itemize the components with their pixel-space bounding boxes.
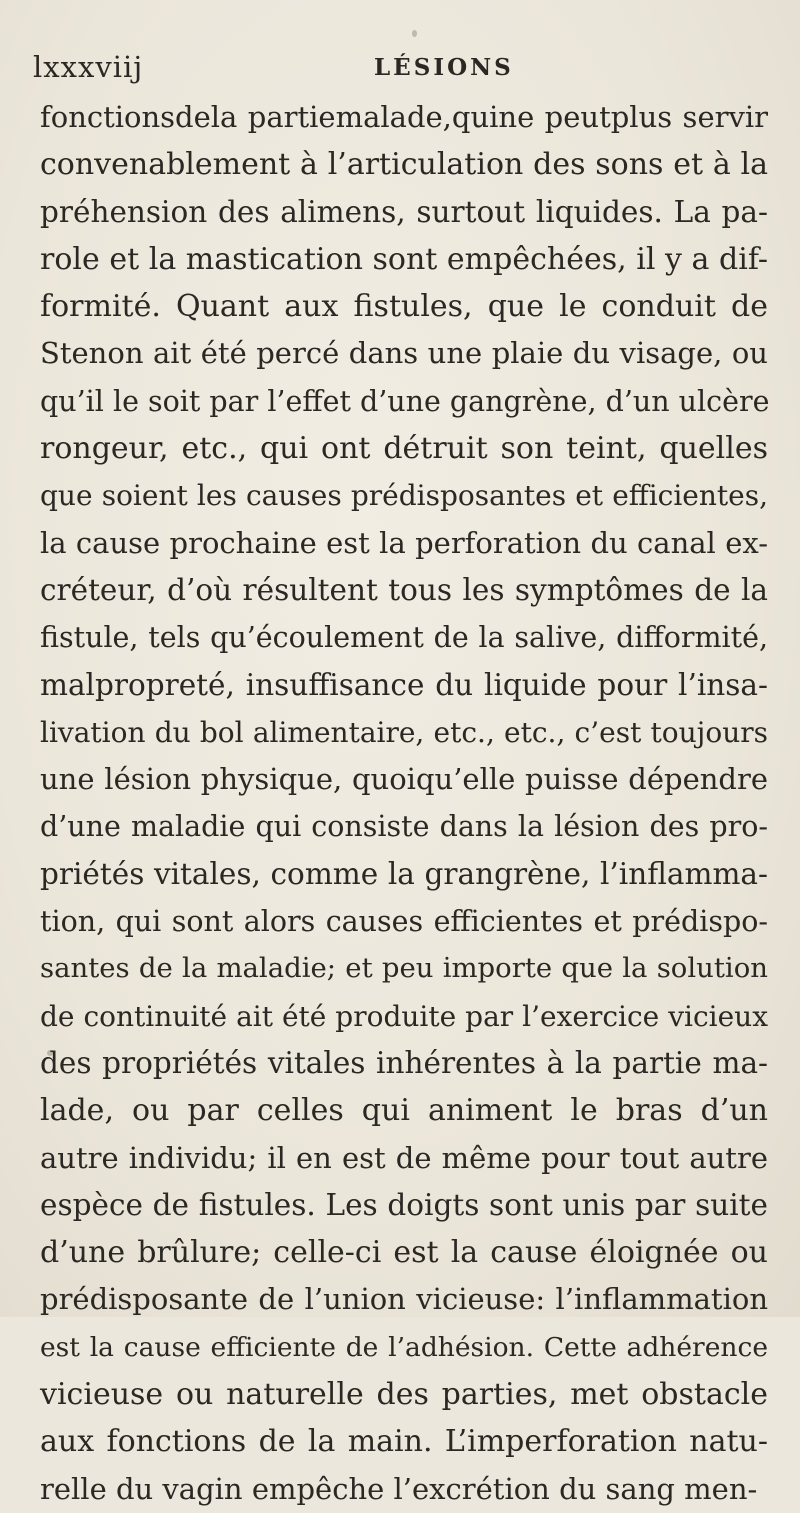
text-line: malpropreté, insuffisance du liquide pour l’insa-	[40, 667, 768, 702]
text-line: relle du vagin empêche l’excrétion du sang men-	[40, 1471, 758, 1506]
text-line: de continuité ait été produite par l’exercice vicieux	[40, 999, 768, 1033]
text-line: Stenon ait été percé dans une plaie du visage, ou	[40, 336, 768, 371]
text-line: role et la mastication sont empêchées, il y a dif-	[40, 241, 768, 277]
text-line: d’une brûlure; celle-ci est la cause éloignée ou	[40, 1235, 768, 1271]
text-line: formité. Quant aux fistules, que le conduit de	[40, 289, 768, 325]
text-line: est la cause efficiente de l’adhésion. Cette adhérence	[40, 1331, 768, 1363]
text-line: préhension des alimens, surtout liquides. La pa-	[40, 194, 768, 229]
running-title: LÉSIONS	[374, 54, 514, 81]
text-line: d’une maladie qui consiste dans la lésion des pro-	[40, 810, 768, 844]
text-line: lade, ou par celles qui animent le bras d’un	[40, 1093, 768, 1129]
page-header	[33, 50, 733, 90]
text-line: des propriétés vitales inhérentes à la partie ma-	[40, 1045, 768, 1080]
text-line: prédisposante de l’union vicieuse: l’inflammation	[40, 1282, 768, 1317]
text-line: fonctionsdela partiemalade,quine peutplus servir	[40, 100, 768, 134]
text-line: vicieuse ou naturelle des parties, met obstacle	[40, 1377, 768, 1413]
paper-speck	[412, 30, 417, 37]
text-line: autre individu; il en est de même pour tout autre	[40, 1140, 768, 1175]
text-line: priétés vitales, comme la grangrène, l’inflamma-	[40, 856, 768, 891]
text-line: aux fonctions de la main. L’imperforation natu-	[40, 1424, 768, 1460]
text-line: une lésion physique, quoiqu’elle puisse dépendre	[40, 762, 768, 797]
text-line: espèce de fistules. Les doigts sont unis par suite	[40, 1187, 768, 1222]
text-line: convenablement à l’articulation des sons et à la	[40, 147, 768, 183]
page-number: lxxxviij	[33, 50, 144, 84]
text-line: fistule, tels qu’écoulement de la salive, difformité,	[40, 621, 768, 655]
text-line: qu’il le soit par l’effet d’une gangrène, d’un ulcère	[40, 384, 770, 418]
text-line: que soient les causes prédisposantes et efficientes,	[40, 479, 768, 513]
text-line: créteur, d’où résultent tous les symptômes de la	[40, 572, 768, 607]
text-line: santes de la maladie; et peu importe que la solution	[40, 952, 768, 985]
text-line: tion, qui sont alors causes efficientes et prédispo-	[40, 905, 768, 939]
text-line: rongeur, etc., qui ont détruit son teint, quelles	[40, 431, 768, 467]
text-line: la cause prochaine est la perforation du canal ex-	[40, 525, 768, 560]
body-paragraph	[40, 94, 768, 1513]
text-line: livation du bol alimentaire, etc., etc., c’est toujours	[40, 715, 768, 749]
